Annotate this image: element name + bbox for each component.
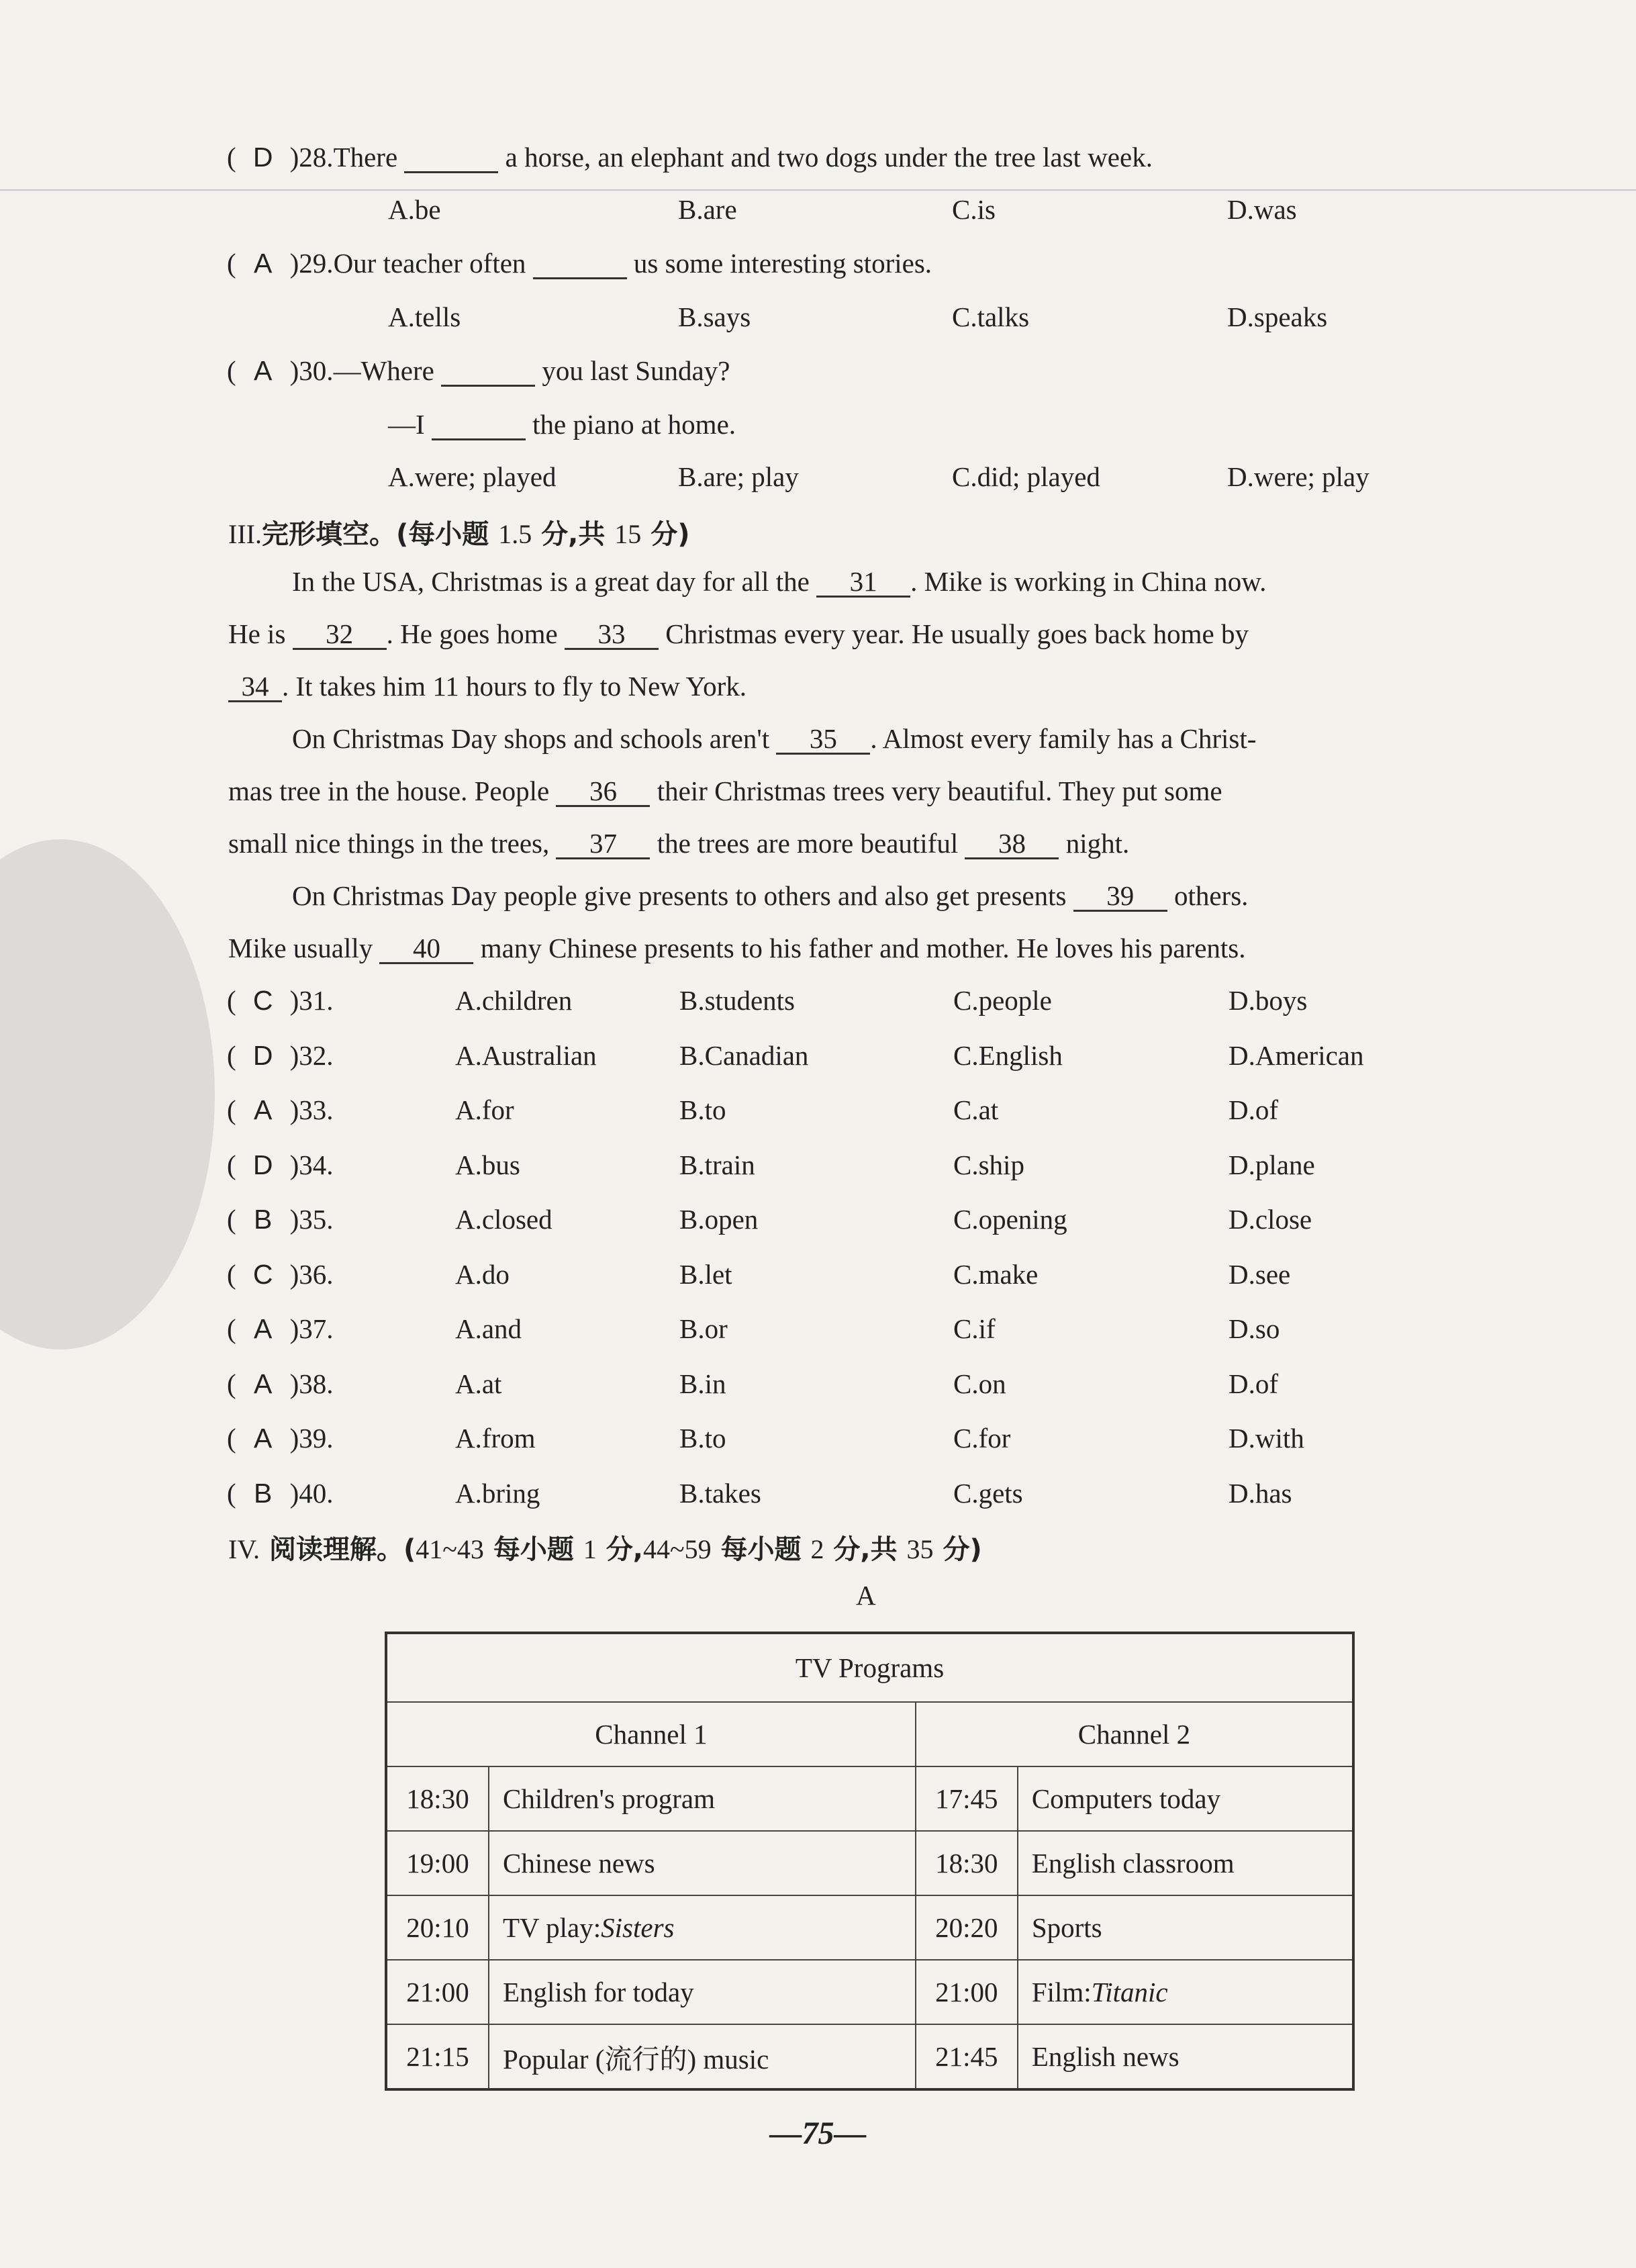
option: C.on [953, 1368, 1006, 1399]
option: D.so [1229, 1313, 1280, 1344]
option: A.at [455, 1368, 502, 1399]
passage-line: small nice things in the trees, 37 the trees are more beautiful 38 night. [228, 828, 1130, 859]
program-cell: Sports [1018, 1895, 1353, 1960]
answer: B [253, 1477, 273, 1509]
option: D.speaks [1227, 301, 1328, 332]
blank [533, 250, 627, 279]
option: C.make [953, 1258, 1039, 1290]
page-number: —75— [769, 2116, 867, 2151]
option: A.were; played [388, 461, 557, 492]
option: A.Australian [455, 1039, 597, 1071]
passage-line: In the USA, Christmas is a great day for all the 31 . Mike is working in China now. [292, 566, 1267, 597]
option: D.plane [1229, 1149, 1315, 1180]
table-title: TV Programs [386, 1633, 1353, 1702]
answer: D [252, 1149, 273, 1180]
option: C.talks [952, 301, 1030, 332]
publisher-watermark-seal [0, 839, 215, 1350]
option: B.let [679, 1258, 732, 1290]
option: D.of [1229, 1094, 1279, 1125]
passage-line: He is 32 . He goes home 33 Christmas every year. He usually goes back home by [228, 618, 1249, 649]
tv-programs-table [385, 1632, 1355, 2091]
option: A.tells [388, 301, 461, 332]
passage-line: On Christmas Day shops and schools aren't 35 . Almost every family has a Christ- [292, 723, 1257, 754]
option: D.of [1229, 1368, 1279, 1399]
time-cell: 21:00 [916, 1960, 1018, 2024]
cloze-blank: 31 [816, 568, 910, 598]
cloze-blank: 39 [1073, 882, 1167, 912]
blank [441, 357, 535, 387]
answer: A [253, 355, 273, 386]
channel-1-header: Channel 1 [386, 1702, 916, 1766]
option: D.were; play [1227, 461, 1369, 492]
program-cell: Children's program [489, 1766, 916, 1831]
cloze-question: ( C )36. [227, 1258, 334, 1291]
answer: C [252, 1258, 273, 1290]
question-number: )40. [289, 1477, 334, 1509]
page-rule [0, 189, 1636, 191]
question-number: )31. [289, 985, 334, 1016]
option: A.children [455, 985, 573, 1016]
program-cell: Film:Titanic [1018, 1960, 1353, 2024]
time-cell: 18:30 [386, 1766, 489, 1831]
section-heading-cloze: III.完形填空。(每小题 1.5 分,共 15 分) [228, 519, 690, 550]
option: D.American [1229, 1039, 1364, 1071]
cloze-blank: 34 [228, 673, 282, 702]
question-text: —I [388, 409, 425, 440]
program-cell: English for today [489, 1960, 916, 2024]
answer: A [253, 248, 273, 279]
question-number: )32. [289, 1039, 334, 1071]
cloze-question: ( A )39. [227, 1422, 334, 1455]
time-cell: 18:30 [916, 1831, 1018, 1895]
cloze-question: ( D )32. [227, 1039, 334, 1072]
cloze-question: ( A )38. [227, 1368, 334, 1401]
option: D.with [1229, 1423, 1304, 1454]
question-text: —Where [333, 355, 434, 386]
cloze-question: ( B )40. [227, 1477, 334, 1510]
option: C.is [952, 194, 996, 225]
blank [404, 144, 498, 173]
table-row [386, 1766, 1353, 1831]
question-text: the piano at home. [532, 409, 736, 440]
cloze-blank: 35 [776, 725, 870, 755]
option: C.gets [953, 1477, 1023, 1509]
answer: A [253, 1094, 273, 1125]
option: B.are; play [678, 461, 799, 492]
option: A.do [455, 1258, 510, 1290]
passage-line: 34 . It takes him 11 hours to fly to New York. [228, 670, 747, 702]
section-heading-reading: IV. 阅读理解。(41~43 每小题 1 分,44~59 每小题 2 分,共 35 分) [228, 1534, 982, 1565]
option: B.train [679, 1149, 755, 1180]
cloze-blank: 38 [965, 830, 1059, 859]
time-cell: 20:20 [916, 1895, 1018, 1960]
option: A.be [388, 194, 441, 225]
option: A.bring [455, 1477, 540, 1509]
option: B.to [679, 1423, 726, 1454]
option: C.for [953, 1423, 1011, 1454]
option: A.for [455, 1094, 514, 1125]
option: C.ship [953, 1149, 1024, 1180]
option: C.at [953, 1094, 999, 1125]
question-text: There [333, 142, 398, 173]
program-cell: Popular (流行的) music [489, 2024, 916, 2089]
blank [432, 411, 526, 440]
table-row [386, 1895, 1353, 1960]
answer: A [253, 1313, 273, 1344]
question-number: )30. [289, 355, 334, 386]
option: C.people [953, 985, 1052, 1016]
option: C.did; played [952, 461, 1100, 492]
time-cell: 20:10 [386, 1895, 489, 1960]
question-number: )39. [289, 1423, 334, 1454]
option: B.are [678, 194, 737, 225]
question-30-reply [388, 408, 736, 441]
option: D.close [1229, 1204, 1312, 1235]
cloze-question: ( B )35. [227, 1203, 334, 1236]
option: B.students [679, 985, 795, 1016]
question-number: )28. [289, 142, 334, 173]
program-cell: Chinese news [489, 1831, 916, 1895]
answer: D [252, 142, 273, 173]
program-cell: TV play:Sisters [489, 1895, 916, 1960]
option: D.has [1229, 1477, 1292, 1509]
time-cell: 17:45 [916, 1766, 1018, 1831]
passage-line: Mike usually 40 many Chinese presents to his father and mother. He loves his parents. [228, 933, 1246, 963]
channel-2-header: Channel 2 [916, 1702, 1353, 1766]
program-cell: English classroom [1018, 1831, 1353, 1895]
question-text: Our teacher often [333, 248, 526, 279]
question-text: you last Sunday? [542, 355, 730, 386]
option: B.or [679, 1313, 728, 1344]
reading-part-label: A [856, 1580, 876, 1611]
program-cell: Computers today [1018, 1766, 1353, 1831]
option: A.closed [455, 1204, 552, 1235]
answer: A [253, 1423, 273, 1454]
answer: A [253, 1368, 273, 1399]
cloze-question: ( D )34. [227, 1149, 334, 1182]
passage-line: mas tree in the house. People 36 their Christmas trees very beautiful. They put some [228, 775, 1222, 806]
cloze-blank: 40 [379, 935, 473, 964]
passage-line: On Christmas Day people give presents to others and also get presents 39 others. [292, 880, 1249, 911]
question-30: ( A )30.—Where you last Sunday? [227, 355, 730, 387]
table-row [386, 2024, 1353, 2089]
option: B.takes [679, 1477, 761, 1509]
option: B.Canadian [679, 1039, 809, 1071]
cloze-question: ( A )37. [227, 1313, 334, 1345]
option: A.bus [455, 1149, 520, 1180]
time-cell: 21:15 [386, 2024, 489, 2089]
time-cell: 19:00 [386, 1831, 489, 1895]
time-cell: 21:45 [916, 2024, 1018, 2089]
question-number: )29. [289, 248, 334, 279]
cloze-blank: 33 [565, 620, 659, 650]
option: C.opening [953, 1204, 1067, 1235]
cloze-question: ( A )33. [227, 1094, 334, 1127]
time-cell: 21:00 [386, 1960, 489, 2024]
question-number: )38. [289, 1368, 334, 1399]
question-number: )33. [289, 1094, 334, 1125]
cloze-blank: 37 [556, 830, 650, 859]
option: B.says [678, 301, 751, 332]
program-cell: English news [1018, 2024, 1353, 2089]
question-28: ( D )28.There a horse, an elephant and two dogs under the tree last week. [227, 141, 1153, 174]
option: B.in [679, 1368, 726, 1399]
answer: D [252, 1039, 273, 1071]
option: B.to [679, 1094, 726, 1125]
question-number: )36. [289, 1258, 334, 1290]
option: A.and [455, 1313, 522, 1344]
cloze-blank: 36 [556, 777, 650, 807]
question-number: )34. [289, 1149, 334, 1180]
question-text: a horse, an elephant and two dogs under the tree last week. [505, 142, 1153, 173]
option: D.was [1227, 194, 1297, 225]
table-row [386, 1831, 1353, 1895]
option: D.boys [1229, 985, 1308, 1016]
answer: C [252, 985, 273, 1016]
option: A.from [455, 1423, 536, 1454]
cloze-question: ( C )31. [227, 984, 334, 1017]
option: D.see [1229, 1258, 1291, 1290]
question-29: ( A )29.Our teacher often us some interesting stories. [227, 247, 932, 280]
table-row [386, 1960, 1353, 2024]
option: C.English [953, 1039, 1063, 1071]
question-number: )37. [289, 1313, 334, 1344]
question-text: us some interesting stories. [633, 248, 932, 279]
answer: B [253, 1204, 273, 1235]
question-number: )35. [289, 1204, 334, 1235]
cloze-blank: 32 [293, 620, 387, 650]
option: C.if [953, 1313, 996, 1344]
option: B.open [679, 1204, 759, 1235]
